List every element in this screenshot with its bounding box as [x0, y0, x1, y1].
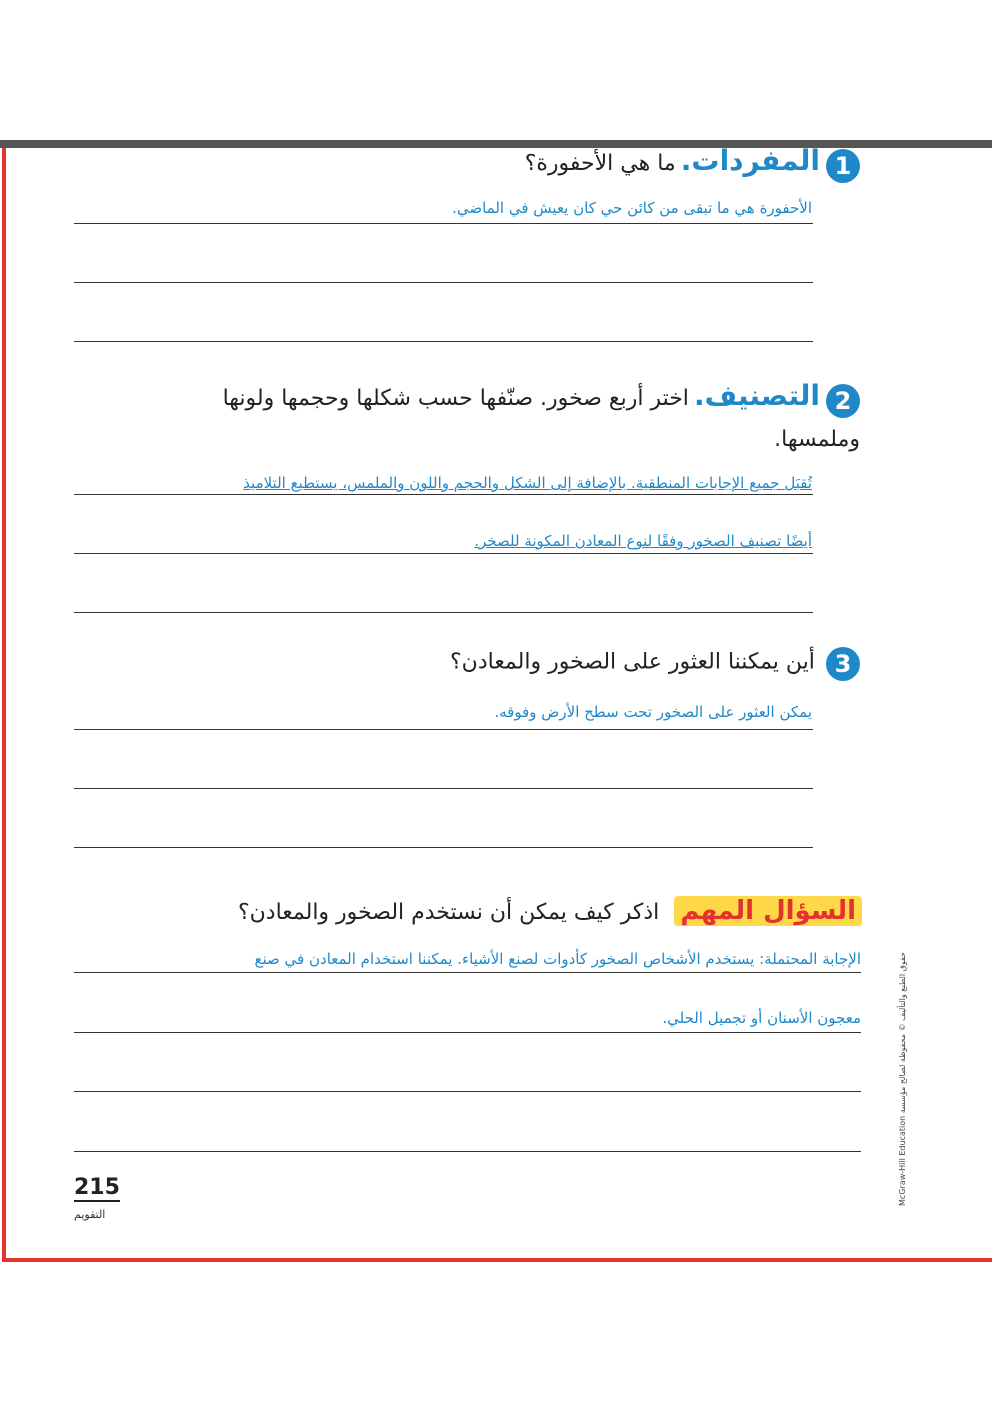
question-1 [160, 144, 860, 183]
question-1-answer: الأحفورة هي ما تبقى من كائن حي كان يعيش في الماضي. [452, 199, 812, 217]
copyright-notice: حقوق الطبع والتأليف © محفوظة لصالح مؤسسة McGraw-Hill Education [898, 952, 907, 1206]
answer-line [74, 1032, 861, 1033]
page-section-label: التقويم [74, 1208, 106, 1221]
answer-line [74, 282, 813, 283]
question-1-keyword: المفردات. [680, 144, 820, 177]
question-3-text: أين يمكننا العثور على الصخور والمعادن؟ [449, 649, 815, 675]
essential-answer-line-2: معجون الأسنان أو تجميل الحلي. [662, 1009, 861, 1027]
answer-line [74, 494, 813, 495]
answer-line [74, 223, 813, 224]
answer-line [74, 788, 813, 789]
essential-answer-line-1: الإجابة المحتملة: يستخدم الأشخاص الصخور كأدوات لصنع الأشياء. يمكننا استخدام المعادن في صنع [254, 950, 861, 968]
essential-question-label: السؤال المهم [674, 896, 862, 926]
answer-line [74, 1091, 861, 1092]
answer-line [74, 729, 813, 730]
question-2 [160, 376, 860, 461]
answer-line [74, 341, 813, 342]
question-3 [160, 647, 860, 681]
question-1-text: ما هي الأحفورة؟ [524, 151, 676, 176]
question-number-3: 3 [826, 647, 860, 681]
question-2-answer-line-1: تُقبَل جميع الإجابات المنطقية. بالإضافة إلى الشكل والحجم واللون والملمس، يستطيع التلاميذ [243, 474, 812, 492]
question-2-text: اختر أربع صخور. صنّفها حسب شكلها وحجمها ولونها وملمسها. [222, 386, 860, 452]
answer-line [74, 847, 813, 848]
essential-question [142, 896, 862, 926]
answer-line [74, 972, 861, 973]
answer-line [74, 1151, 861, 1152]
question-number-2: 2 [826, 384, 860, 418]
answer-line [74, 612, 813, 613]
question-2-keyword: التصنيف. [694, 379, 820, 412]
question-number-1: 1 [826, 149, 860, 183]
question-3-answer: يمكن العثور على الصخور تحت سطح الأرض وفوقه. [494, 703, 812, 721]
answer-line [74, 553, 813, 554]
question-2-answer-line-2: أيضًا تصنيف الصخور وفقًا لنوع المعادن المكونة للصخر. [474, 532, 812, 550]
frame-left-border [2, 148, 6, 1262]
page-number: 215 [74, 1175, 120, 1200]
essential-question-text: اذكر كيف يمكن أن نستخدم الصخور والمعادن؟ [237, 900, 660, 925]
frame-bottom-border [2, 1258, 992, 1262]
